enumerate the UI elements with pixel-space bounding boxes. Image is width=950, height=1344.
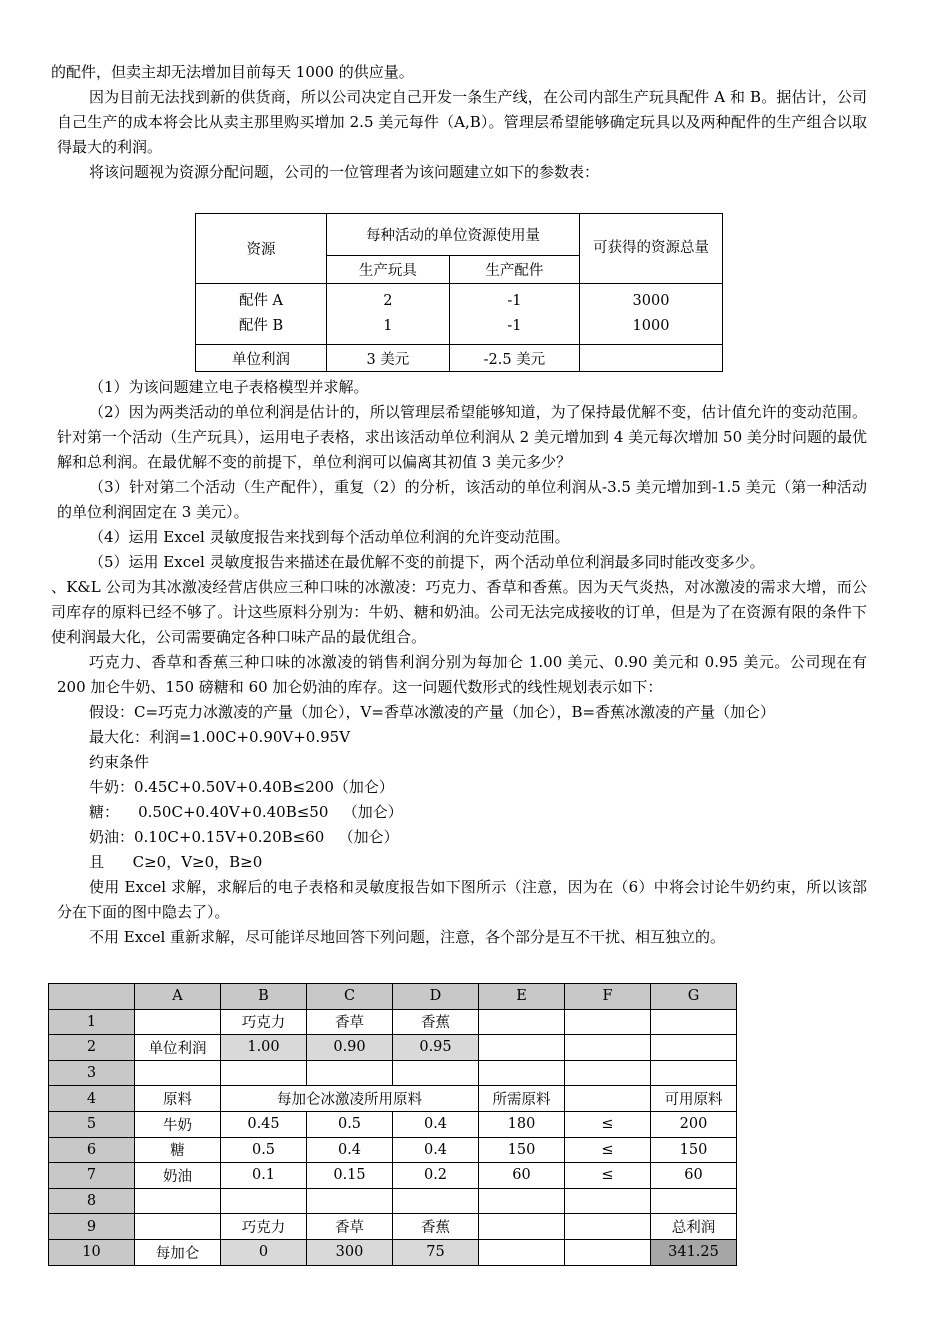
row-header: 5 [49,1111,135,1137]
cell-e5: 180 [479,1111,565,1137]
column-header: E [479,984,565,1010]
cell-d5: 0.4 [393,1111,479,1137]
question-5: （5）运用 Excel 灵敏度报告来描述在最优解不变的前提下，两个活动单位利润最多同时能改变多少。 [89,553,765,571]
cell-f7: ≤ [565,1163,651,1189]
question-3: （3）针对第二个活动（生产配件），重复（2）的分析，该活动的单位利润从-3.5 美元增加到-1.5 美元（第一种活动的单位利润固定在 3 美元）。 [57,478,867,521]
cell-c9: 香草 [307,1214,393,1240]
row-b-label: 配件 B [238,318,284,334]
profit-label: 单位利润 [196,345,327,372]
row-header: 2 [49,1035,135,1061]
cell-c5: 0.5 [307,1111,393,1137]
cell-c1: 香草 [307,1009,393,1035]
document-body [51,60,867,950]
cell-e3 [479,1060,565,1086]
table-row [49,1214,737,1240]
cell-b2: 1.00 [221,1035,307,1061]
table-row [49,1086,737,1112]
cell-d6: 0.4 [393,1137,479,1163]
cell-e9 [479,1214,565,1240]
table-row [49,1163,737,1189]
model-objective: 最大化：利润=1.00C+0.90V+0.95V [89,728,351,746]
cell-b8 [221,1188,307,1214]
column-header: G [651,984,737,1010]
column-header: A [135,984,221,1010]
cell-g5: 200 [651,1111,737,1137]
constraint-sugar: 糖： 0.50C+0.40V+0.40B≤50 （加仑） [89,803,403,821]
profit-part: -2.5 美元 [449,345,579,372]
cell-f8 [565,1188,651,1214]
question-2: （2）因为两类活动的单位利润是估计的，所以管理层希望能够知道，为了保持最优解不变，估计值允许的变动范围。针对第一个活动（生产玩具），运用电子表格，求出该活动单位利润从 2 美元增加到 4 美元每次增加 50 美分时问题的最优解和总利润。在最优解不变的前提下，单位利润可以偏离其初值 3 美元多少？ [57,403,867,471]
cell-d1: 香蕉 [393,1009,479,1035]
column-header: B [221,984,307,1010]
cell-a2: 单位利润 [135,1035,221,1061]
constraint-nonneg: 且 C≥0，V≥0，B≥0 [89,853,263,871]
paragraph: 将该问题视为资源分配问题，公司的一位管理者为该问题建立如下的参数表： [89,163,600,181]
table-row [49,1239,737,1265]
cell-f10 [565,1239,651,1265]
cell-d8 [393,1188,479,1214]
cell-g1 [651,1009,737,1035]
question-1: （1）为该问题建立电子表格模型并求解。 [89,378,369,396]
table-row [49,1060,737,1086]
cell-f2 [565,1035,651,1061]
cell-b4-merged: 每加仑冰激凌所用原料 [221,1086,479,1112]
answer-note: 不用 Excel 重新求解，尽可能详尽地回答下列问题，注意，各个部分是互不干扰、相互独立的。 [89,928,726,946]
cell-b5: 0.45 [221,1111,307,1137]
row-a-available: 3000 [632,293,670,309]
cell-a6: 糖 [135,1137,221,1163]
cell-c3 [307,1060,393,1086]
excel-spreadsheet [48,983,737,1266]
column-header: C [307,984,393,1010]
row-header: 1 [49,1009,135,1035]
resource-parameter-table [195,213,723,372]
kl-intro: 、K&L 公司为其冰激凌经营店供应三种口味的冰激凌：巧克力、香草和香蕉。因为天气炎热，对冰激凌的需求大增，而公司库存的原料已经不够了。计这些原料分别为：牛奶、糖和奶油。公司无法完成接收的订单，但是为了在资源有限的条件下使利润最大化，公司需要确定各种口味产品的最优组合。 [51,578,867,646]
cell-f6: ≤ [565,1137,651,1163]
cell-b9: 巧克力 [221,1214,307,1240]
cell-a8 [135,1188,221,1214]
row-b-part: -1 [507,318,522,334]
cell-b7: 0.1 [221,1163,307,1189]
model-constraints-title: 约束条件 [89,753,150,771]
cell-g4: 可用原料 [651,1086,737,1112]
cell-g6: 150 [651,1137,737,1163]
cell-b3 [221,1060,307,1086]
cell-a3 [135,1060,221,1086]
cell-e6: 150 [479,1137,565,1163]
row-header: 8 [49,1188,135,1214]
cell-e2 [479,1035,565,1061]
cell-b10: 0 [221,1239,307,1265]
cell-a4: 原料 [135,1086,221,1112]
kl-profit: 巧克力、香草和香蕉三种口味的冰激凌的销售利润分别为每加仑 1.00 美元、0.90 美元和 0.95 美元。公司现在有 200 加仑牛奶、150 磅糖和 60 加仑奶油的库存。这一问题代数形式的线性规划表示如下： [57,653,867,696]
table-row [49,1009,737,1035]
col-part-header: 生产配件 [449,256,579,284]
cell-a5: 牛奶 [135,1111,221,1137]
column-header: F [565,984,651,1010]
cell-a7: 奶油 [135,1163,221,1189]
cell-a9 [135,1214,221,1240]
row-a-label: 配件 A [238,293,284,309]
row-header: 10 [49,1239,135,1265]
cell-f3 [565,1060,651,1086]
row-a-toy: 2 [383,293,393,309]
col-toy-header: 生产玩具 [327,256,450,284]
cell-e4: 所需原料 [479,1086,565,1112]
cell-e7: 60 [479,1163,565,1189]
row-b-toy: 1 [383,318,393,334]
cell-g9: 总利润 [651,1214,737,1240]
total-profit-cell: 341.25 [651,1239,737,1265]
cell-c8 [307,1188,393,1214]
cell-f9 [565,1214,651,1240]
constraint-milk: 牛奶：0.45C+0.50V+0.40B≤200（加仑） [89,778,394,796]
model-assumption: 假设：C=巧克力冰激凌的产量（加仑），V=香草冰激凌的产量（加仑），B=香蕉冰激凌的产量（加仑） [89,703,776,721]
table-row [49,1188,737,1214]
cell-c6: 0.4 [307,1137,393,1163]
cell-e1 [479,1009,565,1035]
cell-a1 [135,1009,221,1035]
paragraph: 的配件，但卖主却无法增加目前每天 1000 的供应量。 [51,63,414,81]
resource-header: 资源 [196,214,327,284]
corner-cell [49,984,135,1010]
cell-d10: 75 [393,1239,479,1265]
row-header: 9 [49,1214,135,1240]
table-row [49,1035,737,1061]
cell-e8 [479,1188,565,1214]
cell-d9: 香蕉 [393,1214,479,1240]
cell-a10: 每加仑 [135,1239,221,1265]
cell-d3 [393,1060,479,1086]
row-b-available: 1000 [632,318,670,334]
cell-c10: 300 [307,1239,393,1265]
constraint-cream: 奶油：0.10C+0.15V+0.20B≤60 （加仑） [89,828,399,846]
cell-f4 [565,1086,651,1112]
cell-g3 [651,1060,737,1086]
table-row [49,1137,737,1163]
row-a-part: -1 [507,293,522,309]
row-header: 3 [49,1060,135,1086]
cell-e10 [479,1239,565,1265]
profit-available [580,345,723,372]
column-header: D [393,984,479,1010]
question-4: （4）运用 Excel 灵敏度报告来找到每个活动单位利润的允许变动范围。 [89,528,570,546]
cell-g2 [651,1035,737,1061]
row-header: 7 [49,1163,135,1189]
cell-g8 [651,1188,737,1214]
cell-b6: 0.5 [221,1137,307,1163]
cell-b1: 巧克力 [221,1009,307,1035]
row-header: 4 [49,1086,135,1112]
cell-f5: ≤ [565,1111,651,1137]
row-header: 6 [49,1137,135,1163]
usage-header: 每种活动的单位资源使用量 [327,214,580,256]
excel-note: 使用 Excel 求解，求解后的电子表格和灵敏度报告如下图所示（注意，因为在（6）中将会讨论牛奶约束，所以该部分在下面的图中隐去了）。 [57,878,867,921]
available-header: 可获得的资源总量 [580,214,723,284]
paragraph: 因为目前无法找到新的供货商，所以公司决定自己开发一条生产线，在公司内部生产玩具配件 A 和 B。据估计，公司自己生产的成本将会比从卖主那里购买增加 2.5 美元每件（A,B）。管理层希望能够确定玩具以及两种配件的生产组合以取得最大的利润。 [57,88,867,156]
cell-c2: 0.90 [307,1035,393,1061]
cell-d2: 0.95 [393,1035,479,1061]
profit-toy: 3 美元 [327,345,450,372]
cell-d7: 0.2 [393,1163,479,1189]
cell-c7: 0.15 [307,1163,393,1189]
cell-f1 [565,1009,651,1035]
table-row [49,1111,737,1137]
cell-g7: 60 [651,1163,737,1189]
